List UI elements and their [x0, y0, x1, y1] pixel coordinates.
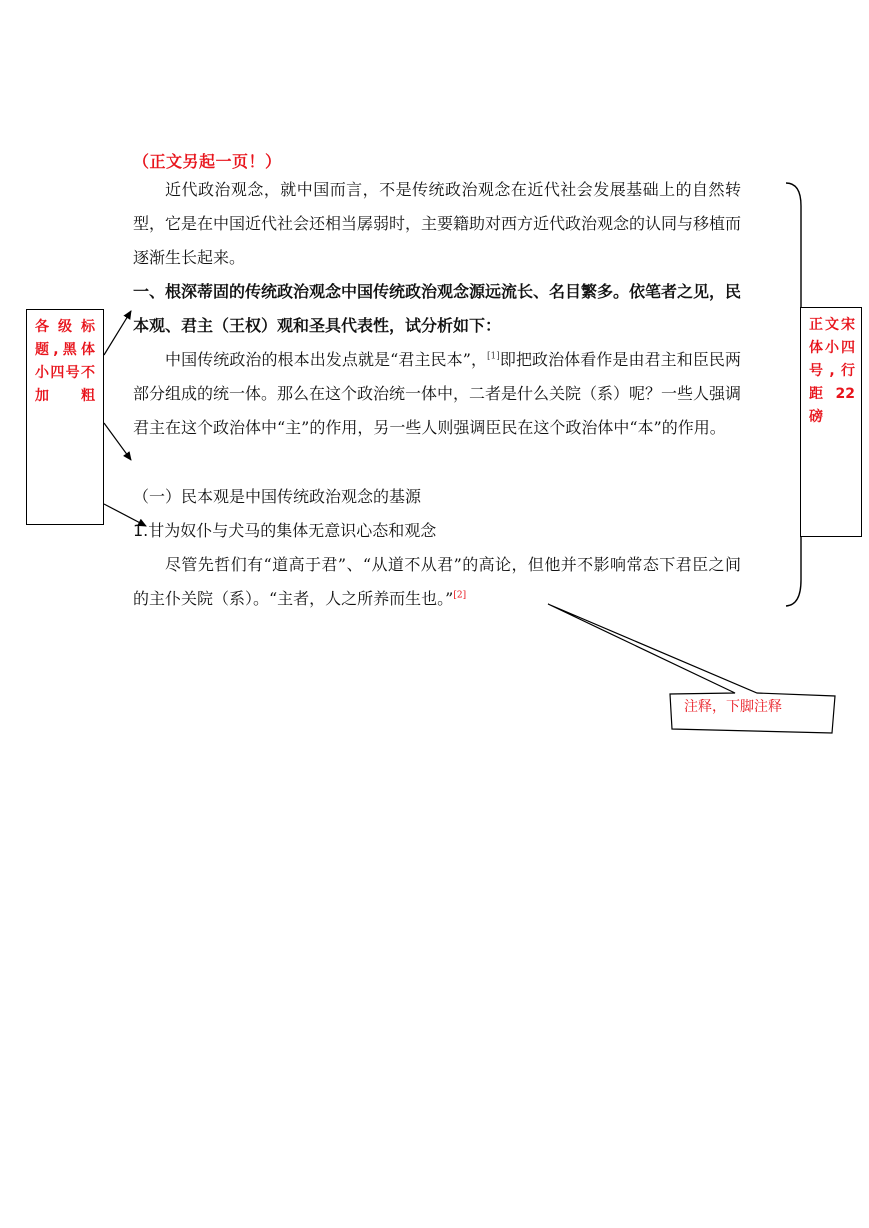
body-format-callout-text: 正文宋体小四号,行距22磅 [809, 317, 855, 425]
paragraph-3-text: 尽管先哲们有“道高于君”、“从道不从君”的高论，但他并不影响常态下君臣之间的主仆关院（系）。“主者，人之所养而生也。” [133, 555, 741, 608]
section-heading-1: 一、根深蒂固的传统政治观念中国传统政治观念源远流长、名目繁多。依笔者之见，民本观、君主（王权）观和圣具代表性，试分析如下： [133, 282, 742, 335]
arrow-to-heading-3 [104, 504, 146, 526]
heading-format-callout-text: 各级标题,黑体小四号不加粗 [35, 319, 95, 404]
body-format-callout [800, 307, 862, 537]
arrow-to-heading-1 [104, 311, 131, 355]
footnote-format-callout-text: 注释，下脚注释 [684, 699, 782, 715]
footnote-format-callout [670, 692, 805, 728]
body-paragraph-1: 近代政治观念，就中国而言，不是传统政治观念在近代社会发展基础上的自然转型，它是在中国近代社会还相当孱弱时，主要籍助对西方近代政治观念的认同与移植而逐渐生长起来。 [133, 180, 742, 267]
body-text-brace [786, 183, 801, 606]
paragraph-2-text-after: 即把政治体看作是由君主和臣民两部分组成的统一体。那么在这个政治统一体中，二者是什么关院（系）呢？一些人强调君主在这个政治体中“主”的作用，另一些人则强调臣民在这个政治体中“本”的作用。 [133, 350, 742, 437]
arrow-to-heading-2 [104, 423, 131, 460]
paragraph-2-text-before: 中国传统政治的根本出发点就是“君主民本”， [165, 350, 488, 369]
section-heading-3: 1.甘为奴仆与犬马的集体无意识心态和观念 [133, 521, 437, 540]
section-heading-2: （一）民本观是中国传统政治观念的基源 [133, 487, 422, 506]
footnote-ref-2[interactable]: [2] [453, 590, 467, 601]
heading-format-callout [26, 309, 104, 525]
new-page-note: （正文另起一页！） [133, 152, 282, 171]
footnote-ref-1[interactable]: [1] [487, 351, 500, 362]
